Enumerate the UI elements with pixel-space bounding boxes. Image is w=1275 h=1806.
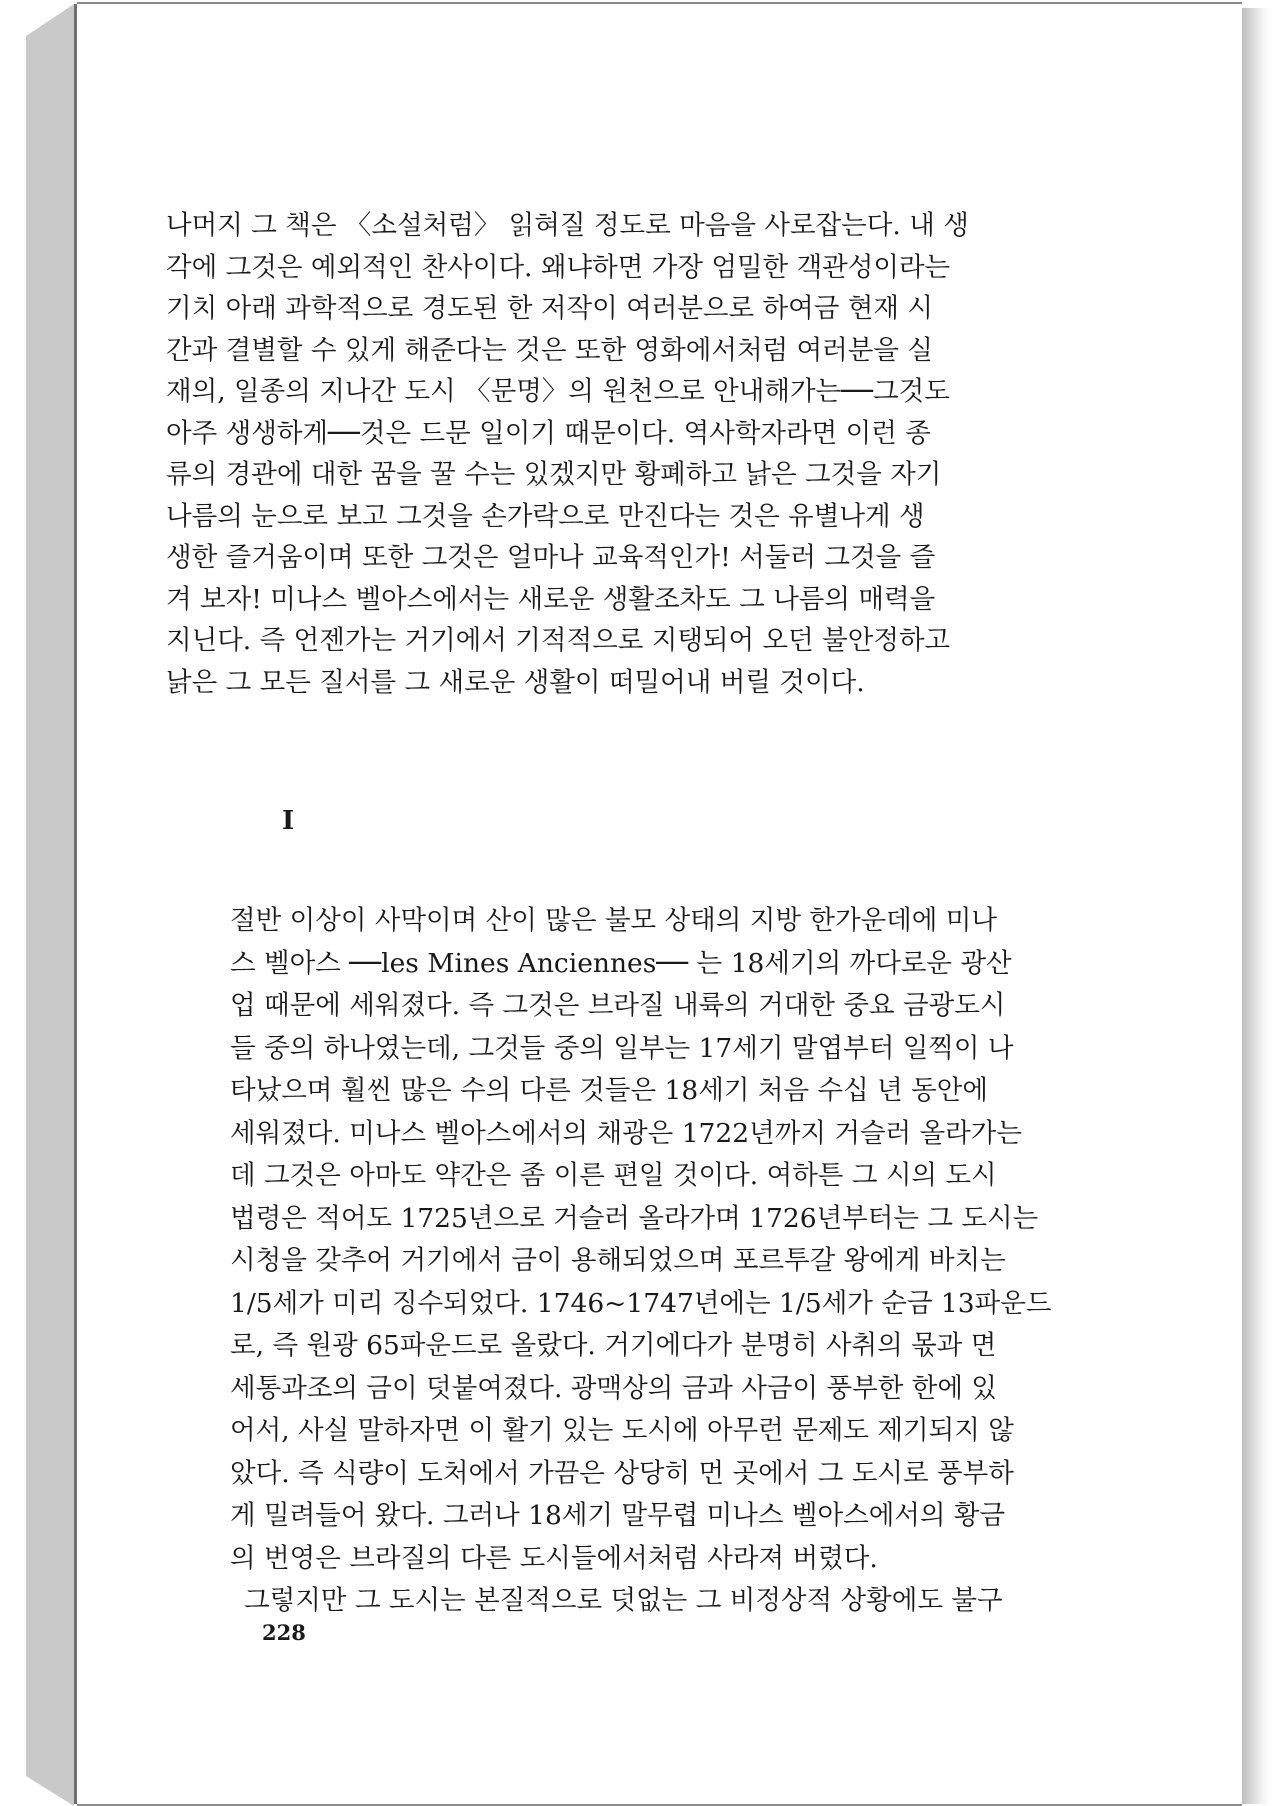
book-spine (26, 0, 76, 1806)
section-paragraph-2: 그렇지만 그 도시는 본질적으로 덧없는 그 비정상적 상황에도 불구 (244, 1585, 1003, 1616)
intro-paragraph: 나머지 그 책은 〈소설처럼〉 읽혀질 정도로 마음을 사로잡는다. 내 생 각에 그것은 예외적인 찬사이다. 왜냐하면 가장 엄밀한 객관성이라는 기치 아래 과학적으로 경도된 한 저작이 여러분으로 하여금 현재 시 간과 결별할 수 있게 해준다는 것은 또한 영화에서처럼 여러분을 실 재의, 일종의 지나간 도시 〈문명〉의 원천으로 안내해가는──그것도 아주 생생하게──것은 드문 일이기 때문이다. 역사학자라면 이런 종 류의 경관에 대한 꿈을 꿀 수는 있겠지만 황폐하고 낡은 그것을 자기 나름의 눈으로 보고 그것을 손가락으로 만진다는 것은 유별나게 생 생한 즐거움이며 또한 그것은 얼마나 교육적인가! 서둘러 그것을 즐 겨 보자! 미나스 벨아스에서는 새로운 생활조차도 그 나름의 매력을 지닌다. 즉 언젠가는 거기에서 기적적으로 지탱되어 오던 불안정하고 낡은 그 모든 질서를 그 새로운 생활이 떠밀어내 버릴 것이다. (166, 210, 969, 698)
section-paragraph-1: 절반 이상이 사막이며 산이 많은 불모 상태의 지방 한가운데에 미나 스 벨아스 ──les Mines Anciennes── 는 18세기의 까다로운 광산 업 때문에 세워졌다. 즉 그것은 브라질 내륙의 거대한 중요 금광도시 들 중의 하나였는데, 그것들 중의 일부는 17세기 말엽부터 일찍이 나 타났으며 훨씬 많은 수의 다른 것들은 18세기 처음 수십 년 동안에 세워졌다. 미나스 벨아스에서의 채광은 1722년까지 거슬러 올라가는 데 그것은 아마도 약간은 좀 이른 편일 것이다. 여하튼 그 시의 도시 법령은 적어도 1725년으로 거슬러 올라가며 1726년부터는 그 도시는 시청을 갖추어 거기에서 금이 용해되었으며 포르투갈 왕에게 바치는 1/5세가 미리 징수되었다. 1746~1747년에는 1/5세가 순금 13파운드 로, 즉 원광 65파운드로 올랐다. 거기에다가 분명히 사취의 몫과 면 세통과조의 금이 덧붙여졌다. 광맥상의 금과 사금이 풍부한 한에 있 어서, 사실 말하자면 이 활기 있는 도시에 아무런 문제도 제기되지 않 았다. 즉 식량이 도처에서 가끔은 상당히 먼 곳에서 그 도시로 풍부하 게 밀려들어 왔다. 그러나 18세기 말무렵 미나스 벨아스에서의 황금 의 번영은 브라질의 다른 도시들에서처럼 사라져 버렸다. (230, 905, 1052, 1574)
intro-text-block (166, 205, 1112, 703)
section-heading-roman-numeral: I (282, 806, 295, 836)
page-number: 228 (262, 1620, 306, 1645)
section-text-block (230, 900, 1110, 1623)
page-right-shadow (1242, 8, 1270, 1804)
